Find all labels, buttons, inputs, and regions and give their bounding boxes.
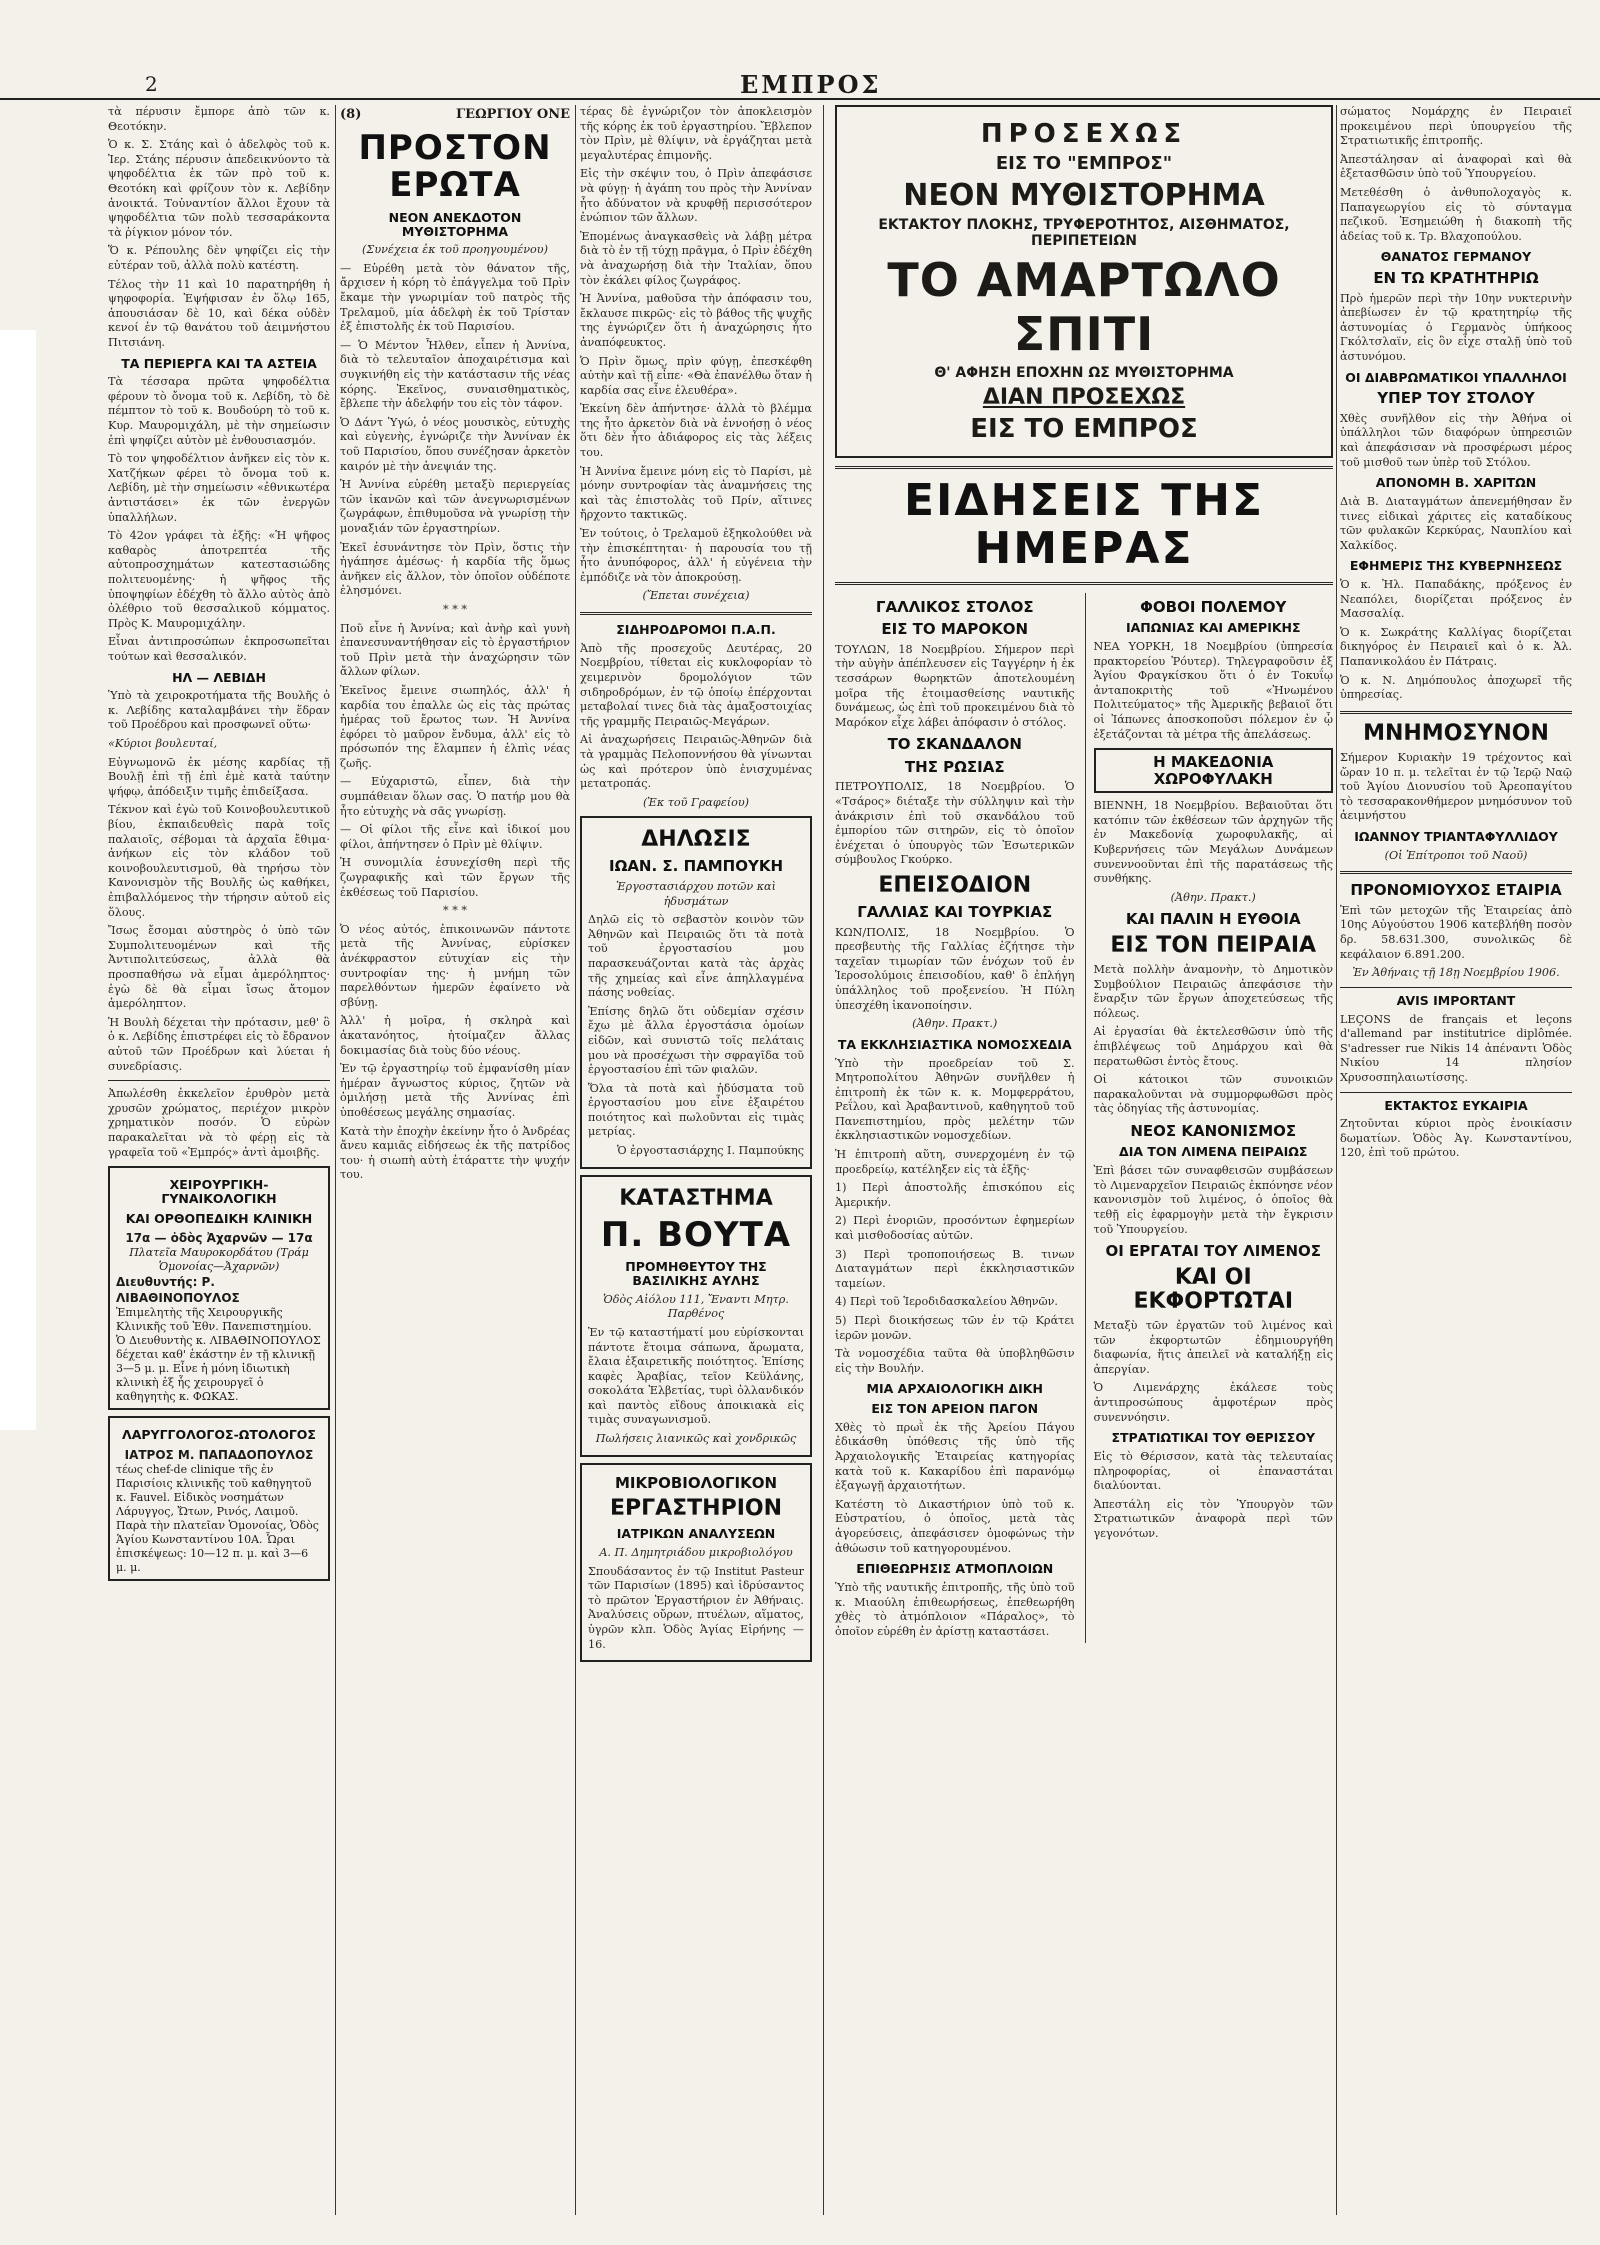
serial-author: ΓΕΩΡΓΙΟΥ ΟΝΕ — [455, 107, 570, 122]
masthead — [0, 70, 1600, 100]
section-heading: ΟΙ ΔΙΑΒΡΩΜΑΤΙΚΟΙ ΥΠΑΛΛΗΛΟΙ — [1345, 369, 1567, 385]
paragraph: Αἱ ἀναχωρήσεις Πειραιῶς-Ἀθηνῶν διὰ τὰ γραμμὰς Πελοποννήσου θὰ γίνωνται ὡς καὶ πρότερον ὑπὸ ἐνισχυμένας μετατροπάς. — [580, 733, 812, 791]
torn-edge — [0, 330, 36, 1430]
paragraph: Μετεθέσθη ὁ ἀνθυπολοχαγὸς κ. Παπαγεωργίου εἰς τὸ σύνταγμα πεζικοῦ. Ἐσημειώθη ἡ διακοπὴ τῆς ἀδείας τοῦ κ. Τρ. Βλαχοπούλου. — [1340, 185, 1572, 243]
ad-body: Πλατεῖα Μαυροκορδάτου (Τράμ Ὁμονοίας—Ἀχαρνῶν) — [129, 1246, 309, 1274]
signature: (Οἱ Ἐπίτροποι τοῦ Ναοῦ) — [1384, 848, 1528, 862]
ad-name: ΙΩΑΝ. Σ. ΠΑΜΠΟΥΚΗ — [608, 857, 784, 876]
signature: (Ἀθην. Πρακτ.) — [1170, 890, 1256, 904]
notice-lost-item: Ἀπωλέσθη ἐκκελεῖον ἐρυθρὸν μετὰ χρυσῶν χρώματος, περιέχον μικρὸν χρηματικὸν ποσόν. Ὁ εὑρὼν παρακαλεῖται νὰ τὸ φέρῃ εἰς τὰ γραφεῖα τοῦ «Ἐμπρός» ἀντὶ ἀμοιβῆς. — [108, 1087, 330, 1159]
paragraph: Ἐν τῷ καταστήματί μου εὑρίσκονται πάντοτε ἔτοιμα σάπωνα, ἄρωματα, ἔλαια ἐξαιρετικῆς ποιότητος. Ἐπίσης καφὲς Ἀραβίας, τεῖον Κεϋλάνης, σοκολάτα Ἑλβετίας, τυρὶ ὀλλανδικόν καὶ παντὸς εἴδους ἀποικιακὰ εἰς τιμὰς συναγωνισμοῦ. — [588, 1325, 804, 1427]
divider — [835, 582, 1333, 585]
divider — [1340, 987, 1572, 988]
ad-subtitle: Ἐργοστασιάρχου ποτῶν καὶ ἡδυσμάτων — [616, 879, 776, 908]
paragraph: 3) Περὶ τροποποιήσεως Β. τινων Διαταγμάτων περὶ ἐκκλησιαστικῶν ταμείων. — [835, 1247, 1075, 1290]
paragraph: τὰ πέρυσιν ἔμπορε ἀπὸ τῶν κ. Θεοτόκην. — [108, 105, 330, 133]
column-rule — [335, 105, 336, 2215]
paragraph: — Εὐχαριστῶ, εἶπεν, διὰ τὴν συμπάθειαν ὅλων σας. Ὁ πατήρ μου θὰ ἦτο εὐτυχὴς νὰ σᾶς γνωρίσῃ. — [340, 775, 570, 818]
news-heading: ΤΗΣ ΡΩΣΙΑΣ — [904, 757, 1005, 776]
paragraph: Εὐγνωμονῶ ἐκ μέσης καρδίας τῇ Βουλῇ ἐπὶ τῇ ἐπὶ ἐμὲ κατὰ ταύτην ψήφῳ, ἀπόδειξιν τιμῆς ἐπιδείξασα. — [108, 755, 330, 798]
column-rule — [823, 105, 824, 2215]
ad-title: ΜΙΚΡΟΒΙΟΛΟΓΙΚΟΝ — [614, 1473, 778, 1492]
paragraph: Ἡ Ἀννίνα εὑρέθη μεταξὺ περιεργείας τῶν ἱκανῶν καὶ τῶν ἀνεγνωρισμένων ζωγράφων, ἐπιθυμοῦσα νὰ γνωρίσῃ τὴν μοναξιάν τῶν ἐργαστηρίων. — [340, 478, 570, 535]
paragraph: 1) Περὶ ἀποστολῆς ἐπισκόπου εἰς Ἀμερικήν. — [835, 1181, 1075, 1209]
promo-sub: Θ' ΑΦΗΣΗ ΕΠΟΧΗΝ ΩΣ ΜΥΘΙΣΤΟΡΗΜΑ — [934, 365, 1234, 381]
paragraph: Ἡ συνομιλία ἐσυνεχίσθη περὶ τῆς ζωγραφικῆς καὶ τῶν ἔργων τῆς ἐκθέσεως τοῦ Παρισίου. — [340, 856, 570, 899]
paragraph: Ἡ ἐπιτροπὴ αὕτη, συνερχομένη ἐν τῷ προεδρείῳ, κατέληξεν εἰς τὰ ἑξῆς· — [835, 1148, 1075, 1176]
column-rule — [575, 105, 576, 2215]
news-left — [835, 593, 1075, 1644]
page-number: 2 — [145, 72, 158, 96]
news-heading: ΕΙΣ ΤΟΝ ΑΡΕΙΟΝ ΠΑΓΟΝ — [871, 1401, 1039, 1417]
paragraph: Τὸ τον ψηφοδέλτιον ἀνῆκεν εἰς τὸν κ. Χατζήκων φέρει τὸ ὄνομα τοῦ κ. Λεβίδη, μὲ τὴν σημείωσιν «ἐθνικωτέρα ἀντιστάσει» ἐκ τῶν ἐνεργῶν ὑπαλλήλων. — [108, 452, 330, 524]
news-heading: ΟΙ ΕΡΓΑΤΑΙ ΤΟΥ ΛΙΜΕΝΟΣ — [1105, 1242, 1322, 1261]
ad-body: τέως chef-de clinique τῆς ἐν Παρισίοις κλινικῆς τοῦ καθηγητοῦ κ. Fauvel. Εἰδικὸς νοσημάτων Λάρυγγος, Ὤτων, Ρινός, Λαιμοῦ. Παρὰ τὴν πλατεῖαν Ὁμονοίας, Ὁδὸς Ἁγίου Κωνσταντίνου 10Α. Ὧραι ἐπισκέψεως: 10—12 π. μ. καὶ 3—6 μ. μ. — [116, 1463, 319, 1575]
signature: (Ἐκ τοῦ Γραφείου) — [642, 795, 750, 809]
paragraph: LEÇONS de français et leçons d'allemand par institutrice diplômée. S'adresser rue Nikis 14 ἀπέναντι Ὁδὸς Νικίου 14 πλησίον Χρυσοσπηλαιωτίσσης. — [1340, 1012, 1572, 1084]
paragraph: Ἴσως ἔσομαι αὐστηρὸς ὁ ὑπὸ τῶν Συμπολιτευομένων καὶ τῆς Ἀντιπολιτεύσεως, ἀλλὰ θὰ προσπαθήσω νὰ εἶμαι ἀμερόληπτος· ἐγὼ δὲ θὰ εἶμαι ἴσως ἄτομον ἀμερόληπτον. — [108, 924, 330, 1011]
news-heading: ΤΑ ΕΚΚΛΗΣΙΑΣΤΙΚΑ ΝΟΜΟΣΧΕΔΙΑ — [837, 1036, 1072, 1052]
paragraph: ΚΩΝ/ΠΟΛΙΣ, 18 Νοεμβρίου. Ὁ πρεσβευτὴς τῆς Γαλλίας ἐζήτησε τὴν ταχεῖαν τιμωρίαν τῶν ἐνόχων τοῦ ἐν Ἱεροσολύμοις ἐπεισοδίου, καθ' ὃ ἐπλήγη ὑπάλληλος τοῦ προξενείου. Ἡ Πύλη ὑπεσχέθη ἱκανοποίησιν. — [835, 925, 1075, 1012]
ad-director: Α. Π. Δημητριάδου μικροβιολόγου — [599, 1546, 793, 1560]
news-heading: Η ΜΑΚΕΔΟΝΙΑ ΧΩΡΟΦΥΛΑΚΗ — [1094, 748, 1334, 793]
paragraph: Τὰ νομοσχέδια ταῦτα θὰ ὑποβληθῶσιν εἰς τὴν Βουλήν. — [835, 1347, 1075, 1375]
paragraph: Εἰς τὸ Θέρισσον, κατὰ τὰς τελευταίας πληροφορίας, οἱ ἐπαναστάται διαλύονται. — [1093, 1449, 1333, 1493]
paragraph: ΝΕΑ ΥΟΡΚΗ, 18 Νοεμβρίου (ὑπηρεσία πρακτορείου Ῥόυτερ). Τηλεγραφοῦσιν ἐξ Ἁγίου Φραγκίσκου ὅτι ὁ ἐν Τοκυΐῳ ἀνταποκριτὴς τοῦ «Ἠνωμένου Πολιτεύματος» τῆς Ἀμερικῆς βεβαιοῖ ὅτι οἱ Ἰάπωνες ἀποσκοποῦσι πόλεμον ἐν ᾧ ἐξετάζονται τὰ μέτρα τῆς ἀπελάσεως. — [1093, 640, 1333, 741]
news-heading: ΣΤΡΑΤΙΩΤΙΚΑΙ ΤΟΥ ΘΕΡΙΣΣΟΥ — [1111, 1430, 1316, 1446]
paragraph: Σήμερον Κυριακὴν 19 τρέχοντος καὶ ὥραν 10 π. μ. τελεῖται ἐν τῷ Ἱερῷ Ναῷ τοῦ Ἁγίου Διονυσίου τοῦ Ἀρεοπαγίτου τὸ τεσσαρακονθήμερον μνημόσυνον τοῦ ἀειμνήστου — [1340, 751, 1572, 823]
ad-title: ΧΕΙΡΟΥΡΓΙΚΗ-ΓΥΝΑΙΚΟΛΟΓΙΚΗ — [161, 1177, 277, 1206]
section-heading: ΤΑ ΠΕΡΙΕΡΓΑ ΚΑΙ ΤΑ ΑΣΤΕΙΑ — [121, 355, 317, 371]
paragraph: Ὁ Λιμενάρχης ἐκάλεσε τοὺς ἀντιπροσώπους ἀμφοτέρων πρὸς συνεννόησιν. — [1093, 1381, 1333, 1424]
divider — [580, 612, 812, 615]
paragraph: Ἐκείνη δὲν ἀπήντησε· ἀλλὰ τὸ βλέμμα της ἦτο ἀρκετὸν διὰ νὰ ἐννοήσῃ ὁ νέος ὅτι δὲν ἦτο ἀδιάφορος εἰς τὰς λέξεις του. — [580, 402, 812, 460]
signature: Ἐν Ἀθήναις τῇ 18ῃ Νοεμβρίου 1906. — [1352, 966, 1560, 980]
ad-subtitle: ΚΑΙ ΟΡΘΟΠΕΔΙΚΗ ΚΛΙΝΙΚΗ — [125, 1210, 313, 1226]
column-3 — [580, 105, 812, 2215]
promo-paper: ΕΙΣ ΤΟ ΕΜΠΡΟΣ — [970, 414, 1198, 444]
paragraph: Ἡ Ἀννίνα ἔμεινε μόνη εἰς τὸ Παρίσι, μὲ μόνην συντροφίαν τὰς ἀναμνήσεις της καὶ τὰς ἐπιστολὰς τοῦ Πρίν, αἵτινες ἤρχοντο τακτικῶς. — [580, 464, 812, 522]
ad-footer: Πωλήσεις λιανικῶς καὶ χονδρικῶς — [595, 1432, 797, 1446]
serial-number: (8) — [340, 107, 362, 122]
section-stars: * * * — [443, 602, 467, 616]
paragraph: Ζητοῦνται κύριοι πρὸς ἐνοικίασιν δωματίων. Ὁδὸς Ἀγ. Κωνσταντίνου, 120, ἐπὶ τοῦ πρώτου. — [1340, 1117, 1572, 1160]
section-heading: ΕΦΗΜΕΡΙΣ ΤΗΣ ΚΥΒΕΡΝΗΣΕΩΣ — [1349, 558, 1563, 574]
paragraph: Ὅλα τὰ ποτὰ καὶ ἡδύσματα τοῦ ἐργοστασίου μου εἶνε ἐξαιρέτου ποιότητος καὶ πωλοῦνται εἰς τιμὰς μετρίας. — [588, 1081, 804, 1139]
news-heading: ΦΟΒΟΙ ΠΟΛΕΜΟΥ — [1140, 597, 1287, 616]
paper-name: ΕΜΠΡΟΣ — [740, 70, 882, 99]
continued-note: (Ἔπεται συνέχεια) — [642, 589, 750, 603]
paragraph: Ἡ Ἀννίνα, μαθοῦσα τὴν ἀπόφασιν του, ἔκλαυσε πικρῶς· εἰς τὸ βάθος τῆς ψυχῆς της ἐγνώριζεν ὅτι ἡ ἀναχώρησις ἦτο ἀναπόφευκτος. — [580, 292, 812, 349]
ad-title: ΚΑΤΑΣΤΗΜΑ — [619, 1185, 773, 1211]
section-heading: ΕΝ ΤΩ ΚΡΑΤΗΤΗΡΙΩ — [1373, 269, 1539, 288]
promo-new-novel: ΝΕΟΝ ΜΥΘΙΣΤΟΡΗΜΑ — [903, 178, 1265, 213]
section-heading: ΜΝΗΜΟΣΥΝΟΝ — [1363, 720, 1549, 746]
paragraph: Διὰ Β. Διαταγμάτων ἀπενεμήθησαν ἔν τινες εἰδικαὶ χάριτες εἰς καταδίκους τῶν φυλακῶν Κερκύρας, Ναυπλίου καὶ Χαλκίδος. — [1340, 494, 1572, 552]
paragraph: ΒΙΕΝΝΗ, 18 Νοεμβρίου. Βεβαιοῦται ὅτι κατόπιν τῶν ἐκθέσεων τῶν ἀρχηγῶν τῆς ἐν Μακεδονίᾳ χωροφυλακῆς, αἱ Κυβερνήσεις τῶν Μεγάλων Δυνάμεων συνεννοοῦνται ἐπὶ τῆς παρατάσεως τῆς συνθήκης. — [1093, 799, 1333, 886]
paragraph: 5) Περὶ διοικήσεως τῶν ἐν τῷ Κράτει ἱερῶν μονῶν. — [835, 1314, 1075, 1342]
paragraph: Τὰ τέσσαρα πρῶτα ψηφοδέλτια φέρουν τὸ ὄνομα τοῦ κ. Λεβίδη, τὸ δὲ πέμπτον τὸ τοῦ κ. Βουδούρη τὸ τοῦ κ. Κυρ. Μαυρομιχάλη, μὲ τὴν σημείωσιν ἐπὶ ψηφίζει αὐτὸν μὲ ἐνθουσιασμόν. — [108, 375, 330, 447]
paragraph: Μετὰ πολλὴν ἀναμονὴν, τὸ Δημοτικὸν Συμβούλιον Πειραιῶς ἀπεφάσισε τὴν ἔναρξιν τῶν ἔργων ἀποχετεύσεως τῆς πόλεως. — [1093, 963, 1333, 1020]
paragraph: Ὁ κ. Ν. Δημόπουλος ἀποχωρεῖ τῆς ὑπηρεσίας. — [1340, 673, 1572, 702]
ad-extra: Ἐπιμελητὴς τῆς Χειρουργικῆς Κλινικῆς τοῦ Ἐθν. Πανεπιστημίου. Ὁ Διευθυντὴς κ. ΛΙΒΑΘΙΝΟΠΟΥΛΟΣ δέχεται καθ' ἑκάστην ἐν τῇ κλινικῇ 3—5 μ. μ. Εἶνε ἡ μόνη ἰδιωτικὴ κλινικὴ ἐξ ἧς χειρουργεῖ ὁ καθηγητὴς κ. ΦΩΚΑΣ. — [116, 1306, 321, 1404]
promo-soon: ΠΡΟΣΕΧΩΣ — [980, 119, 1188, 149]
serial-header — [340, 105, 570, 124]
paragraph: — Οἱ φίλοι τῆς εἶνε καὶ ἰδικοί μου φίλοι, ἀπήντησεν ὁ Πρὶν μὲ θλίψιν. — [340, 823, 570, 851]
ad-address: 17α — ὁδὸς Ἀχαρνῶν — 17α — [125, 1231, 313, 1246]
signature: (Ἀθην. Πρακτ.) — [912, 1017, 998, 1031]
column-4 — [835, 105, 1333, 2215]
paragraph: Χθὲς συνῆλθον εἰς τὴν Ἀθήνα οἱ ὑπάλληλοι τῶν διαφόρων ὑπηρεσιῶν καὶ ἀπεφάσισαν νὰ προσφέρωσι μέρος τοῦ μισθοῦ των ὑπὲρ τοῦ Στόλου. — [1340, 411, 1572, 469]
divider — [1340, 711, 1572, 714]
paragraph: Ἐπίσης δηλῶ ὅτι οὐδεμίαν σχέσιν ἔχω μὲ ἄλλα ἐργοστάσια ὁμοίων εἰδῶν, καὶ συνιστῶ τοῖς πελάταις μου νὰ προσέχωσι τὴν σφραγῖδα τοῦ ἐργοστασίου ἐπὶ τῶν φιαλῶν. — [588, 1004, 804, 1077]
section-heading: ΕΚΤΑΚΤΟΣ ΕΥΚΑΙΡΙΑ — [1384, 1097, 1528, 1113]
paragraph: Οἱ κάτοικοι τῶν συνοικιῶν παρακαλοῦνται νὰ συμμορφωθῶσι πρὸς τὰς ὁδηγίας τῆς ἀστυνομίας. — [1093, 1073, 1333, 1116]
paragraph: Ὅ κ. Ρέπουλης δὲν ψηφίζει εἰς τὴν εὐτέραν τοῦ, ἀλλὰ πολὺ κατέστη. — [108, 244, 330, 272]
paragraph: Εἰς τὴν σκέψιν του, ὁ Πρὶν ἀπεφάσισε νὰ φύγῃ· ἡ ἀγάπη του πρὸς τὴν Ἀννίναν ἦτο ἀδύνατον νὰ κρυφθῇ περισσότερον ἐνώπιον τῶν ἄλλων. — [580, 167, 812, 225]
serial-promo — [835, 105, 1333, 458]
news-heading: ΙΑΠΩΝΙΑΣ ΚΑΙ ΑΜΕΡΙΚΗΣ — [1125, 620, 1301, 636]
serial-title: ΠΡΟΣΤΟΝ ΕΡΩΤΑ — [358, 128, 552, 206]
serial-subtitle: ΝΕΟΝ ΑΝΕΚΔΟΤΟΝ ΜΥΘΙΣΤΟΡΗΜΑ — [388, 209, 522, 239]
news-columns — [835, 593, 1333, 1644]
paragraph: Ὑπὸ τῆς ναυτικῆς ἐπιτροπῆς, τῆς ὑπὸ τοῦ κ. Μιαούλη ἐπιθεωρήσεως, ἐπεθεωρήθη χθὲς τὸ ἀτμόπλοιον «Πάραλος», τὸ ὁποῖον εὑρέθη ἐν ἀρίστῃ καταστάσει. — [835, 1580, 1075, 1638]
news-title: ΕΙΔΗΣΕΙΣ ΤΗΣ ΗΜΕΡΑΣ — [903, 475, 1265, 575]
promo-tagline: ΕΚΤΑΚΤΟΥ ΠΛΟΚΗΣ, ΤΡΥΦΕΡΟΤΗΤΟΣ, ΑΙΣΘΗΜΑΤΟΣ, ΠΕΡΙΠΕΤΕΙΩΝ — [878, 217, 1290, 249]
divider — [1340, 1092, 1572, 1093]
paragraph: Μεταξὺ τῶν ἐργατῶν τοῦ λιμένος καὶ τῶν ἐκφορτωτῶν ἐδημιουργήθη διαφωνία, ἥτις ἀπειλεῖ νὰ καταλήξῃ εἰς ἀπεργίαν. — [1093, 1319, 1333, 1376]
paragraph: Ὑπὸ τὰ χειροκροτήματα τῆς Βουλῆς ὁ κ. Λεβίδης καταλαμβάνει τὴν ἕδραν τοῦ Προέδρου καὶ προσφωνεῖ οὕτω· — [108, 689, 330, 732]
paragraph: Ὁ κ. Ἠλ. Παπαδάκης, πρόξενος ἐν Νεαπόλει, διορίζεται πρόξενος ἐν Μασσαλίᾳ. — [1340, 578, 1572, 621]
lab-ad — [580, 1463, 812, 1663]
serial-continued: (Συνέχεια ἐκ τοῦ προηγουμένου) — [362, 243, 548, 257]
paragraph: Ἐν τῷ ἐργαστηρίῳ τοῦ ἐμφανίσθη μίαν ἡμέραν ἄγνωστος κύριος, ζητῶν νὰ ὁμιλήσῃ μετὰ τῆς Ἀννίνας ἐπὶ ὑποθέσεως μεγάλης σημασίας. — [340, 1062, 570, 1119]
ad-subtitle: ΠΡΟΜΗΘΕΥΤΟΥ ΤΗΣ ΒΑΣΙΛΙΚΗΣ ΑΥΛΗΣ — [625, 1259, 767, 1288]
news-heading: ΕΠΕΙΣΟΔΙΟΝ — [878, 872, 1032, 898]
news-heading: ΕΠΙΘΕΩΡΗΣΙΣ ΑΤΜΟΠΛΟΙΩΝ — [856, 1561, 1054, 1577]
ad-name: ΕΡΓΑΣΤΗΡΙΟΝ — [609, 1496, 783, 1522]
paragraph: σώματος Νομάρχης ἐν Πειραιεῖ προκειμένου περὶ ὑπουργείου τῆς Στρατιωτικῆς ἐπιτροπῆς. — [1340, 105, 1572, 148]
paragraph: Ὁ κ. Σ. Στάης καὶ ὁ ἀδελφὸς τοῦ κ. Ἰερ. Στάης πέρυσιν ἀπεδεικνύοντο τὰ ψηφοδέλτια ἐκ τῶν πρὸ τοῦ κ. Θεοτόκη καὶ φρίζουν τὸν κ. Λεβίδην ἀνοικτά. Τοὐναντίον ἄλλοι ἔχουν τὰ ψηφοδέλτια τῶν πολὺ τεσσαράκοντα τὰ ῥίγκιον μόνον τόν. — [108, 138, 330, 239]
paragraph: Ἡ Βουλὴ δέχεται τὴν πρότασιν, μεθ' ὃ ὁ κ. Λεβίδης ἐπιστρέφει εἰς τὸ ἔδρανον αὐτοῦ τῶν Προέδρων καὶ λύεται ἡ συνεδρίασις. — [108, 1015, 330, 1073]
section-heading: ΘΑΝΑΤΟΣ ΓΕΡΜΑΝΟΥ — [1380, 249, 1532, 265]
ad-director: Διευθυντής: Ρ. ΛΙΒΑΘΙΝΟΠΟΥΛΟΣ — [116, 1275, 240, 1306]
news-heading: ΓΑΛΛΙΚΟΣ ΣΤΟΛΟΣ — [875, 597, 1034, 616]
ad-title: ΛΑΡΥΓΓΟΛΟΓΟΣ-ΩΤΟΛΟΓΟΣ — [122, 1427, 316, 1443]
clinic-ad — [108, 1166, 330, 1410]
paragraph: Χθὲς τὸ πρωῒ ἐκ τῆς Ἀρείου Πάγου ἐδικάσθη ὑπόθεσις τῆς ὑπὸ τῆς Ἀρχαιολογικῆς Ἑταιρείας κατηγορίας κατὰ τοῦ κ. Κακαρίδου ἐπὶ παρανόμῳ ἐξαγωγῇ ἀρχαιοτήτων. — [835, 1420, 1075, 1493]
section-heading: ΥΠΕΡ ΤΟΥ ΣΤΟΛΟΥ — [1377, 389, 1535, 408]
paragraph: ΠΕΤΡΟΥΠΟΛΙΣ, 18 Νοεμβρίου. Ὁ «Τσάρος» διέταξε τὴν σύλληψιν καὶ τὴν ἀνάκρισιν ἐπὶ τοῦ σκανδάλου τοῦ ἐμπορίου τῶν σιτηρῶν, εἰς τὸ ὁποῖον ἐνέχεται ὁ ὑπουργὸς τῶν Ἐσωτερικῶν σύμβουλος Γκούρκο. — [835, 780, 1075, 867]
section-heading: ΠΡΟΝΟΜΙΟΥΧΟΣ ΕΤΑΙΡΙΑ — [1350, 881, 1562, 900]
paragraph: Αἱ ἐργασίαι θὰ ἐκτελεσθῶσιν ὑπὸ τῆς ἐπιβλέψεως τοῦ Δημάρχου καὶ θὰ περατωθῶσι ἐντὸς ἔτους. — [1093, 1025, 1333, 1068]
news-heading: ΝΕΟΣ ΚΑΝΟΝΙΣΜΟΣ — [1130, 1121, 1297, 1140]
divider — [108, 1080, 330, 1081]
column-1 — [108, 105, 330, 2215]
divider — [835, 466, 1333, 469]
section-stars: * * * — [443, 904, 467, 918]
paragraph: 4) Περὶ τοῦ Ἱεροδιδασκαλείου Ἀθηνῶν. — [835, 1295, 1058, 1309]
paragraph: Ὁ Πρὶν ὅμως, πρὶν φύγῃ, ἐπεσκέφθη αὐτὴν καὶ τῇ εἶπε· «Θὰ ἐπανέλθω ὅταν ἡ καρδία σας εἶνε ἐλευθέρα». — [580, 354, 812, 397]
promo-very-soon: ΔΙΑΝ ΠΡΟΣΕΧΩΣ — [982, 385, 1186, 410]
paragraph: Ἐκεῖνος ἔμεινε σιωπηλός, ἀλλ' ἡ καρδία του ἐπαλλε ὡς εἰς τὰς πρώτας ἡμέρας τοῦ ἔρωτος των. Ἡ Ἀννίνα ἐφόρει τὸ μαῦρον ἔνδυμα, ἀλλ' εἰς τὸ πρόσωπόν της ἔλαμπεν ἡ ἐλπὶς νέας ζωῆς. — [340, 683, 570, 770]
paragraph: Ἐν τούτοις, ὁ Τρελαμοῦ ἐξηκολούθει νὰ τὴν ἐπισκέπτηται· ἡ παρουσία του τῇ ἦτο ἀνυπόφορος, ἀλλ' ἡ εὐγένεια τὴν ἐμπόδιζε νὰ τὸν ἀποκρούσῃ. — [580, 527, 812, 584]
paragraph: Εἶναι ἀντιπροσώπων ἐκπροσωπεῖται τούτων καὶ θεσσαλικόν. — [108, 635, 330, 663]
column-2 — [340, 105, 570, 2215]
store-ad — [580, 1175, 812, 1457]
ad-address: Ὁδὸς Αἰόλου 111, Ἔναντι Μητρ. Παρθένος — [603, 1292, 789, 1321]
paragraph: Πρὸ ἡμερῶν περὶ τὴν 10ην νυκτερινὴν ἀπεβίωσεν ἐν τῷ κρατητηρίῳ τῆς ἀστυνομίας ὁ Γερμανὸς ὑπήκοος Γκόλτσλαϊν, εἰς ὃν εἶχε σταλῇ ὑπὸ τοῦ ἀστυνόμου. — [1340, 291, 1572, 363]
paragraph: τέρας δὲ ἐγνώριζον τὸν ἀποκλεισμὸν τῆς κόρης ἐκ τοῦ ἐργαστηρίου. Ἔβλεπον τὸν Πρὶν, μὲ θλίψιν, νὰ ἐργάζηται μετὰ μεγαλυτέρας ἐπιμονῆς. — [580, 105, 812, 162]
name-heading: ΗΛ — ΛΕΒΙΔΗ — [172, 669, 266, 685]
paragraph: ΤΟΥΛΩΝ, 18 Νοεμβρίου. Σήμερον περὶ τὴν αὐγὴν ἀπέπλευσεν εἰς Ταγγέρην ἡ ἐκ τεσσάρων θωρηκτῶν ἀποτελουμένη μοῖρα τῆς ἐτοιμασθείσης ναυτικῆς δυνάμεως, ὡς ἐπὶ τοῦ προκειμένου διὰ τὸ Μαρόκον εἶχε λάβει ἀπόφασιν ὁ στόλος. — [835, 642, 1075, 729]
paragraph: «Κύριοι βουλευταί, — [108, 737, 218, 751]
paragraph: Τέλος τὴν 11 καὶ 10 παρατηρήθη ἡ ψηφοφορία. Ἐψήφισαν ἐν ὅλῳ 165, ἀπουσιάσαν δὲ 10, καὶ δέκα οὐδὲν κενοί ἐν τῷ θανάτου τοῦ ἀειμνήστου Πιτσιάνη. — [108, 277, 330, 349]
news-heading: ΓΑΛΛΙΑΣ ΚΑΙ ΤΟΥΡΚΙΑΣ — [857, 903, 1053, 922]
news-heading: ΚΑΙ ΠΑΛΙΝ Η ΕΥΘΟΙΑ — [1125, 910, 1301, 929]
paragraph: — Εὑρέθη μετὰ τὸν θάνατον τῆς, ἄρχισεν ἡ κόρη τὸ ἐπάγγελμα τοῦ Πρὶν ἔκαμε τὴν γνωριμίαν τοῦ πατρὸς τῆς Τρελαμοῦ, μία ἀδελφὴ ἐκ τοῦ Τρίσταν ἐξ ἐπιστολῆς ἐκ τοῦ Παρισίου. — [340, 261, 570, 334]
paragraph: Ἐπομένως ἀναγκασθεὶς νὰ λάβῃ μέτρα διὰ τὸ ἐν τῇ τύχῃ πρᾶγμα, ὁ Πρὶν ἐδέχθη νὰ ἀναχωρήσῃ διὰ τὴν Ἰταλίαν, ὅπου τὸν ἐκάλει φίλος ζωγράφος. — [580, 229, 812, 287]
paragraph: 2) Περὶ ἐνοριῶν, προσόντων ἐφημερίων καὶ μισθοδοσίας αὐτῶν. — [835, 1214, 1075, 1243]
signature: Ὁ ἐργοστασιάρχης Ι. Παμπούκης — [617, 1144, 804, 1158]
paragraph: Ἐπὶ βάσει τῶν συναφθεισῶν συμβάσεων τὸ Λιμεναρχεῖον Πειραιῶς ἐκπόνησε νέον κανονισμὸν τοῦ λιμένος, ὁ ὁποῖος θὰ τεθῇ εἰς ἐφαρμογὴν μετὰ τὴν ἔγκρισιν τοῦ Ὑπουργείου. — [1093, 1164, 1333, 1236]
paragraph: Ὁ Δάντ Ὑγώ, ὁ νέος μουσικὸς, εὐτυχὴς καὶ εὐγενὴς, ἐγνώριζε τὴν Ἀννίναν ἐκ τοῦ Παρισίου, ὅπου συνέζησαν ἀρκετὸν καιρόν μὲ τὴν ἀνεψιάν της. — [340, 415, 570, 473]
news-heading: ΕΙΣ ΤΟΝ ΠΕΙΡΑΙΑ — [1110, 932, 1317, 958]
paragraph: Σπουδάσαντος ἐν τῷ Institut Pasteur τῶν Παρισίων (1895) καὶ ἰδρύσαντος τὸ πρῶτον Ἐργαστήριον ἐν Ἀθήναις. Ἀναλύσεις οὔρων, πτυέλων, αἵματος, ὑγρῶν κλπ. Ὁδὸς Ἁγίας Εἰρήνης — 16. — [588, 1564, 804, 1651]
ad-name: ΙΑΤΡΟΣ Μ. ΠΑΠΑΔΟΠΟΥΛΟΣ — [124, 1448, 314, 1463]
column-5 — [1340, 105, 1572, 2215]
doctor-ad — [108, 1416, 330, 1581]
paragraph: Ἐπὶ τῶν μετοχῶν τῆς Ἑταιρείας ἀπὸ 10ης Αὐγούστου 1906 κατεβλήθη ποσὸν δρ. 58.631.300, συνολικῶς δὲ κεφάλαιον 6.891.200. — [1340, 903, 1572, 961]
paragraph: Ὁ νέος αὐτός, ἐπικοινωνῶν πάντοτε μετὰ τῆς Ἀννίνας, εὑρίσκεν ἀνέκφραστον εὐτυχίαν εἰς τὴν συντροφίαν της· ἡ μνήμη τῶν παρελθόντων ἡμερῶν ἐφαίνετο νὰ σβύνῃ. — [340, 922, 570, 1009]
news-heading: ΜΙΑ ΑΡΧΑΙΟΛΟΓΙΚΗ ΔΙΚΗ — [866, 1381, 1043, 1397]
paragraph: Ἀλλ' ἡ μοῖρα, ἡ σκληρὰ καὶ ἀκατανόητος, ἡτοίμαζεν ἄλλας δοκιμασίας διὰ τοὺς δύο νέους. — [340, 1014, 570, 1057]
column-rule — [1336, 105, 1337, 2215]
paragraph: Ὁ κ. Σωκράτης Καλλίγας διορίζεται δικηγόρος ἐν Πειραιεῖ καὶ ὁ κ. Ἀλ. Παπανικολάου ἐν Πάτραις. — [1340, 625, 1572, 669]
paragraph: Ποῦ εἶνε ἡ Ἀννίνα; καὶ ἀνὴρ καὶ γυνὴ ἐπανεσυναντήθησαν εἰς τὸ ἐργαστήριον τοῦ Πρὶν μετὰ τὴν ἀναχώρησιν τῶν ἄλλων φίλων. — [340, 621, 570, 679]
paragraph: Ἀπὸ τῆς προσεχοῦς Δευτέρας, 20 Νοεμβρίου, τίθεται εἰς κυκλοφορίαν τὸ χειμερινὸν δρομολόγιον τῶν σιδηροδρόμων, ἐν τῷ ὁποίῳ ἐπέρχονται μεταβολαί τινες διὰ τὰς ἀμαξοστοιχίας τῆς γραμμῆς Πειραιῶς-Μεγάρων. — [580, 641, 812, 728]
paragraph: Ἀπεστάλησαν αἱ ἀναφοραὶ καὶ θὰ ἐξετασθῶσιν ὑπὸ τοῦ Ὑπουργείου. — [1340, 152, 1572, 181]
section-heading: ΑΠΟΝΟΜΗ Β. ΧΑΡΙΤΩΝ — [1375, 475, 1537, 491]
news-heading: ΤΟ ΣΚΑΝΔΑΛΟΝ — [887, 735, 1022, 754]
section-heading: ΣΙΔΗΡΟΔΡΟΜΟΙ Π.Α.Π. — [616, 622, 776, 637]
paragraph: Κατέστη τὸ Δικαστήριον ὑπὸ τοῦ κ. Εὐστρατίου, ὁ ὁποῖος, μετὰ τὰς ἀγορεύσεις, ἀπεφάσισεν ὁμοφώνως τὴν ἀθώωσιν τοῦ κατηγορουμένου. — [835, 1497, 1075, 1555]
news-heading: ΔΙΑ ΤΟΝ ΛΙΜΕΝΑ ΠΕΙΡΑΙΩΣ — [1119, 1144, 1308, 1160]
news-right — [1085, 593, 1334, 1644]
memorial-name: ΙΩΑΝΝΟΥ ΤΡΙΑΝΤΑΦΥΛΛΙΔΟΥ — [1354, 828, 1558, 844]
paragraph: Ὑπὸ τὴν προεδρείαν τοῦ Σ. Μητροπολίτου Ἀθηνῶν συνῆλθεν ἡ ἐπιτροπὴ ἐκ τῶν κ. κ. Μομφερράτου, Ρεΐλου, καὶ Ἀραβαντινοῦ, καθηγητοῦ τοῦ Πανεπιστημίου, πρὸς μελέτην τῶν ἐκκλησιαστικῶν νομοσχεδίων. — [835, 1056, 1075, 1143]
paragraph: Δηλῶ εἰς τὸ σεβαστὸν κοινὸν τῶν Ἀθηνῶν καὶ Πειραιῶς ὅτι τὰ ποτὰ τοῦ ἐργοστασίου μου παρασκευάζονται κατὰ τὰς ἀρχὰς τῆς χημείας καὶ εἶνε ἀπηλλαγμένα πάσης νοθείας. — [588, 913, 804, 1000]
news-heading: ΚΑΙ ΟΙ ΕΚΦΟΡΤΩΤΑΙ — [1133, 1264, 1294, 1314]
divider — [1340, 871, 1572, 874]
paragraph: Τὸ 42ον γράφει τὰ ἑξῆς: «Ἡ ψῆφος καθαρὸς ἀποτρεπτέα τῆς αὐτοπροσχημάτων κατεστασιώδης πολιτευομένης· ἡ ψῆφος τῆς ὑποψηφίων ἐδέχθη τὸ ἄλλο αὐτὸς ἀπὸ ὀλέθριο τοῦ θεσσαλικοῦ κόμματος. Πρὸς Κ. Μαυρομιχάλην. — [108, 529, 330, 630]
promo-in-paper: ΕΙΣ ΤΟ "ΕΜΠΡΟΣ" — [995, 153, 1173, 174]
paragraph: Τέκνον καὶ ἐγὼ τοῦ Κοινοβουλευτικοῦ βίου, ἐκπαιδευθεὶς παρὰ τοῖς παλαιοῖς, σέβομαι τὰ ἀρχαῖα ἔθιμα· ἀνήκων εἰς τὸν κλάδον τοῦ κοινοβουλευτισμοῦ, θὰ τηρήσω τὸν Κανονισμὸν τῆς Βουλῆς ὡς καθήκει, ἐπιβαλλόμενος τὴν τήρησιν αὐτοῦ εἰς ὅλους. — [108, 803, 330, 919]
news-heading: ΕΙΣ ΤΟ ΜΑΡΟΚΟΝ — [881, 620, 1029, 639]
ad-subtitle: ΙΑΤΡΙΚΩΝ ΑΝΑΛΥΣΕΩΝ — [616, 1526, 776, 1542]
ad-title: ΔΗΛΩΣΙΣ — [641, 827, 751, 853]
paragraph: Ἐκεῖ ἐσυνάντησε τὸν Πρὶν, ὅστις τὴν ἠγάπησε ἀμέσως· ἡ καρδία τῆς ὅμως ἀνῆκεν εἰς ἄλλον, τὸν ὁποῖον οὐδέποτε ἐλησμόνει. — [340, 540, 570, 598]
declaration-ad — [580, 816, 812, 1168]
paragraph: Κατὰ τὴν ἐποχὴν ἐκείνην ἦτο ὁ Ἀνδρέας ἄνευ καμιᾶς εἰδήσεως ἐκ τῆς πατρίδος του· ἡ σιωπὴ αὐτὴ ἐτάραττε τὴν ψυχήν του. — [340, 1124, 570, 1182]
paragraph: Ἀπεστάλη εἰς τὸν Ὑπουργὸν τῶν Στρατιωτικῶν ἀναφορὰ περὶ τῶν γεγονότων. — [1093, 1497, 1333, 1540]
promo-title: ΤΟ ΑΜΑΡΤΩΛΟ ΣΠΙΤΙ — [887, 253, 1281, 361]
paragraph: — Ὁ Μέντον Ἦλθεν, εἶπεν ἡ Ἀννίνα, διὰ τὸ τελευταῖον ἀποχαιρέτισμα καὶ συγκινήθη εἰς τὴν κατάστασιν τῆς νέας κόρης. Ἐκεῖνος, συναισθηματικὸς, ἔβλεπε τὴν ἀδελφήν του εἰς τὸν τάφον. — [340, 338, 570, 411]
section-heading: AVIS IMPORTANT — [1396, 992, 1516, 1008]
ad-name: Π. ΒΟΥΤΑ — [600, 1214, 792, 1255]
